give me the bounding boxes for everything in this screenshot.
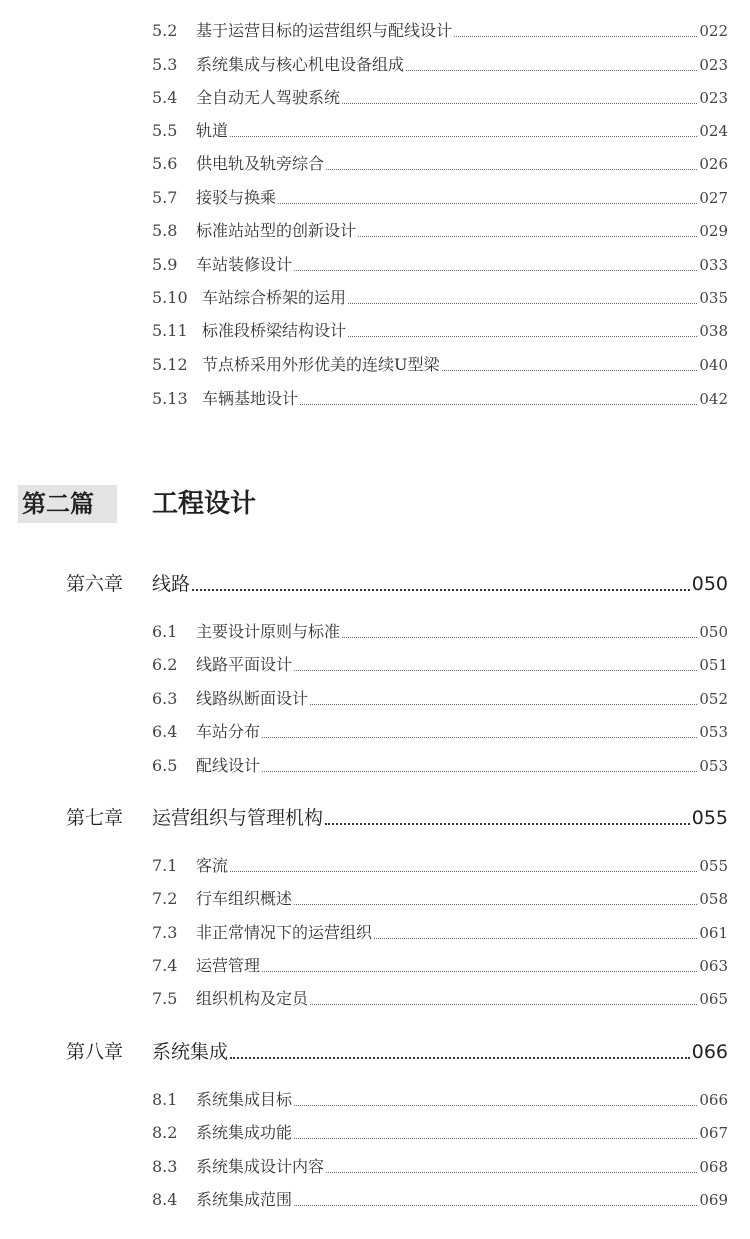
chapter-number: 第八章 bbox=[66, 1041, 124, 1063]
chapter-number: 第六章 bbox=[66, 573, 124, 595]
toc-row-6-1[interactable] bbox=[152, 619, 728, 645]
section-number: 5.8 bbox=[152, 221, 178, 240]
section-title: 系统集成功能 bbox=[196, 1123, 293, 1142]
section-number: 6.5 bbox=[152, 756, 178, 775]
page-number: 029 bbox=[699, 222, 728, 240]
dot-leader bbox=[262, 737, 697, 738]
page-number: 040 bbox=[699, 356, 728, 374]
section-number: 5.9 bbox=[152, 255, 178, 274]
chapter-page-number: 055 bbox=[691, 807, 728, 829]
page-number: 042 bbox=[699, 390, 728, 408]
section-title: 车站分布 bbox=[196, 722, 261, 741]
page-number: 061 bbox=[699, 924, 728, 942]
chapter-title: 线路 bbox=[152, 573, 191, 595]
section-title: 系统集成范围 bbox=[196, 1190, 293, 1209]
page-number: 053 bbox=[699, 757, 728, 775]
part-title: 工程设计 bbox=[152, 489, 257, 519]
dot-leader bbox=[262, 971, 697, 972]
section-title: 供电轨及轨旁综合 bbox=[196, 154, 325, 173]
toc-row-5-12[interactable] bbox=[152, 352, 728, 378]
dot-leader bbox=[230, 136, 697, 137]
toc-row-7-3[interactable] bbox=[152, 920, 728, 946]
toc-row-8-3[interactable] bbox=[152, 1154, 728, 1180]
toc-row-6-5[interactable] bbox=[152, 753, 728, 779]
toc-row-5-4[interactable] bbox=[152, 85, 728, 111]
section-title: 组织机构及定员 bbox=[196, 989, 309, 1008]
dot-leader bbox=[278, 203, 697, 204]
toc-row-8-2[interactable] bbox=[152, 1120, 728, 1146]
toc-chapter-7[interactable] bbox=[66, 803, 728, 833]
chapter-title: 系统集成 bbox=[152, 1041, 229, 1063]
dot-leader bbox=[294, 904, 697, 905]
dot-leader bbox=[454, 36, 697, 37]
section-title: 系统集成与核心机电设备组成 bbox=[196, 55, 405, 74]
dot-leader bbox=[348, 336, 697, 337]
section-title: 客流 bbox=[196, 856, 229, 875]
page-number: 026 bbox=[699, 155, 728, 173]
toc-row-7-4[interactable] bbox=[152, 953, 728, 979]
section-title: 标准站站型的创新设计 bbox=[196, 221, 357, 240]
section-number: 8.1 bbox=[152, 1090, 178, 1109]
section-title: 节点桥采用外形优美的连续U型梁 bbox=[202, 355, 440, 374]
section-number: 5.3 bbox=[152, 55, 178, 74]
section-title: 标准段桥梁结构设计 bbox=[202, 321, 347, 340]
section-number: 5.5 bbox=[152, 121, 178, 140]
toc-row-6-2[interactable] bbox=[152, 652, 728, 678]
toc-row-8-4[interactable] bbox=[152, 1187, 728, 1213]
section-number: 5.12 bbox=[152, 355, 188, 374]
page-number: 022 bbox=[699, 22, 728, 40]
section-title: 车站综合桥架的运用 bbox=[202, 288, 347, 307]
toc-row-7-5[interactable] bbox=[152, 986, 728, 1012]
section-title: 车站装修设计 bbox=[196, 255, 293, 274]
page-number: 053 bbox=[699, 723, 728, 741]
toc-row-5-6[interactable] bbox=[152, 151, 728, 177]
dot-leader bbox=[294, 270, 697, 271]
dot-leader bbox=[310, 1004, 697, 1005]
chapter-page-number: 066 bbox=[691, 1041, 728, 1063]
page-number: 069 bbox=[699, 1191, 728, 1209]
section-number: 6.3 bbox=[152, 689, 178, 708]
dot-leader bbox=[300, 404, 697, 405]
dot-leader bbox=[325, 823, 690, 825]
section-number: 5.13 bbox=[152, 389, 188, 408]
toc-chapter-6[interactable] bbox=[66, 569, 728, 599]
page-number: 066 bbox=[699, 1091, 728, 1109]
page-number: 055 bbox=[699, 857, 728, 875]
toc-row-6-4[interactable] bbox=[152, 719, 728, 745]
dot-leader bbox=[230, 1057, 690, 1059]
toc-row-5-11[interactable] bbox=[152, 318, 728, 344]
section-title: 系统集成目标 bbox=[196, 1090, 293, 1109]
section-number: 8.4 bbox=[152, 1190, 178, 1209]
section-number: 6.2 bbox=[152, 655, 178, 674]
part-label: 第二篇 bbox=[22, 490, 94, 518]
section-title: 行车组织概述 bbox=[196, 889, 293, 908]
dot-leader bbox=[294, 1205, 697, 1206]
toc-row-8-1[interactable] bbox=[152, 1087, 728, 1113]
dot-leader bbox=[310, 704, 697, 705]
section-title: 运营管理 bbox=[196, 956, 261, 975]
dot-leader bbox=[326, 169, 697, 170]
section-number: 6.4 bbox=[152, 722, 178, 741]
dot-leader bbox=[342, 103, 697, 104]
dot-leader bbox=[326, 1172, 697, 1173]
chapter-page-number: 050 bbox=[691, 573, 728, 595]
section-title: 配线设计 bbox=[196, 756, 261, 775]
section-title: 全自动无人驾驶系统 bbox=[196, 88, 341, 107]
toc-row-5-5[interactable] bbox=[152, 118, 728, 144]
dot-leader bbox=[294, 1138, 697, 1139]
page-number: 024 bbox=[699, 122, 728, 140]
dot-leader bbox=[294, 1105, 697, 1106]
page-number: 050 bbox=[699, 623, 728, 641]
dot-leader bbox=[348, 303, 697, 304]
section-title: 系统集成设计内容 bbox=[196, 1157, 325, 1176]
chapter-number: 第七章 bbox=[66, 807, 124, 829]
section-number: 5.6 bbox=[152, 154, 178, 173]
dot-leader bbox=[192, 589, 690, 591]
section-number: 7.3 bbox=[152, 923, 178, 942]
page-number: 063 bbox=[699, 957, 728, 975]
section-title: 主要设计原则与标准 bbox=[196, 622, 341, 641]
page-number: 051 bbox=[699, 656, 728, 674]
section-title: 车辆基地设计 bbox=[202, 389, 299, 408]
page-number: 068 bbox=[699, 1158, 728, 1176]
section-number: 5.7 bbox=[152, 188, 178, 207]
page-number: 067 bbox=[699, 1124, 728, 1142]
section-number: 6.1 bbox=[152, 622, 178, 641]
toc-row-5-10[interactable] bbox=[152, 285, 728, 311]
section-number: 7.5 bbox=[152, 989, 178, 1008]
page-number: 065 bbox=[699, 990, 728, 1008]
dot-leader bbox=[406, 70, 697, 71]
chapter-title: 运营组织与管理机构 bbox=[152, 807, 324, 829]
section-number: 7.2 bbox=[152, 889, 178, 908]
toc-row-5-9[interactable] bbox=[152, 252, 728, 278]
dot-leader bbox=[262, 771, 697, 772]
toc-row-6-3[interactable] bbox=[152, 686, 728, 712]
dot-leader bbox=[374, 938, 697, 939]
dot-leader bbox=[294, 670, 697, 671]
section-title: 线路纵断面设计 bbox=[196, 689, 309, 708]
toc-row-5-3[interactable] bbox=[152, 52, 728, 78]
page-number: 058 bbox=[699, 890, 728, 908]
section-title: 线路平面设计 bbox=[196, 655, 293, 674]
page-number: 033 bbox=[699, 256, 728, 274]
dot-leader bbox=[230, 871, 697, 872]
toc-row-5-7[interactable] bbox=[152, 185, 728, 211]
page-number: 023 bbox=[699, 56, 728, 74]
section-title: 轨道 bbox=[196, 121, 229, 140]
section-number: 5.10 bbox=[152, 288, 188, 307]
toc-row-5-2[interactable] bbox=[152, 18, 728, 44]
page-number: 038 bbox=[699, 322, 728, 340]
dot-leader bbox=[442, 370, 698, 371]
dot-leader bbox=[358, 236, 697, 237]
section-number: 5.11 bbox=[152, 321, 188, 340]
toc-row-7-2[interactable] bbox=[152, 886, 728, 912]
toc-row-5-13[interactable] bbox=[152, 386, 728, 412]
section-title: 非正常情况下的运营组织 bbox=[196, 923, 373, 942]
section-number: 7.1 bbox=[152, 856, 178, 875]
section-title: 接驳与换乘 bbox=[196, 188, 277, 207]
section-number: 8.3 bbox=[152, 1157, 178, 1176]
toc-row-5-8[interactable] bbox=[152, 218, 728, 244]
section-number: 5.2 bbox=[152, 21, 178, 40]
section-number: 8.2 bbox=[152, 1123, 178, 1142]
section-number: 7.4 bbox=[152, 956, 178, 975]
page-number: 052 bbox=[699, 690, 728, 708]
toc-chapter-8[interactable] bbox=[66, 1037, 728, 1067]
page-number: 035 bbox=[699, 289, 728, 307]
dot-leader bbox=[342, 637, 697, 638]
toc-row-7-1[interactable] bbox=[152, 853, 728, 879]
section-number: 5.4 bbox=[152, 88, 178, 107]
page-number: 023 bbox=[699, 89, 728, 107]
section-title: 基于运营目标的运营组织与配线设计 bbox=[196, 21, 453, 40]
page-number: 027 bbox=[699, 189, 728, 207]
